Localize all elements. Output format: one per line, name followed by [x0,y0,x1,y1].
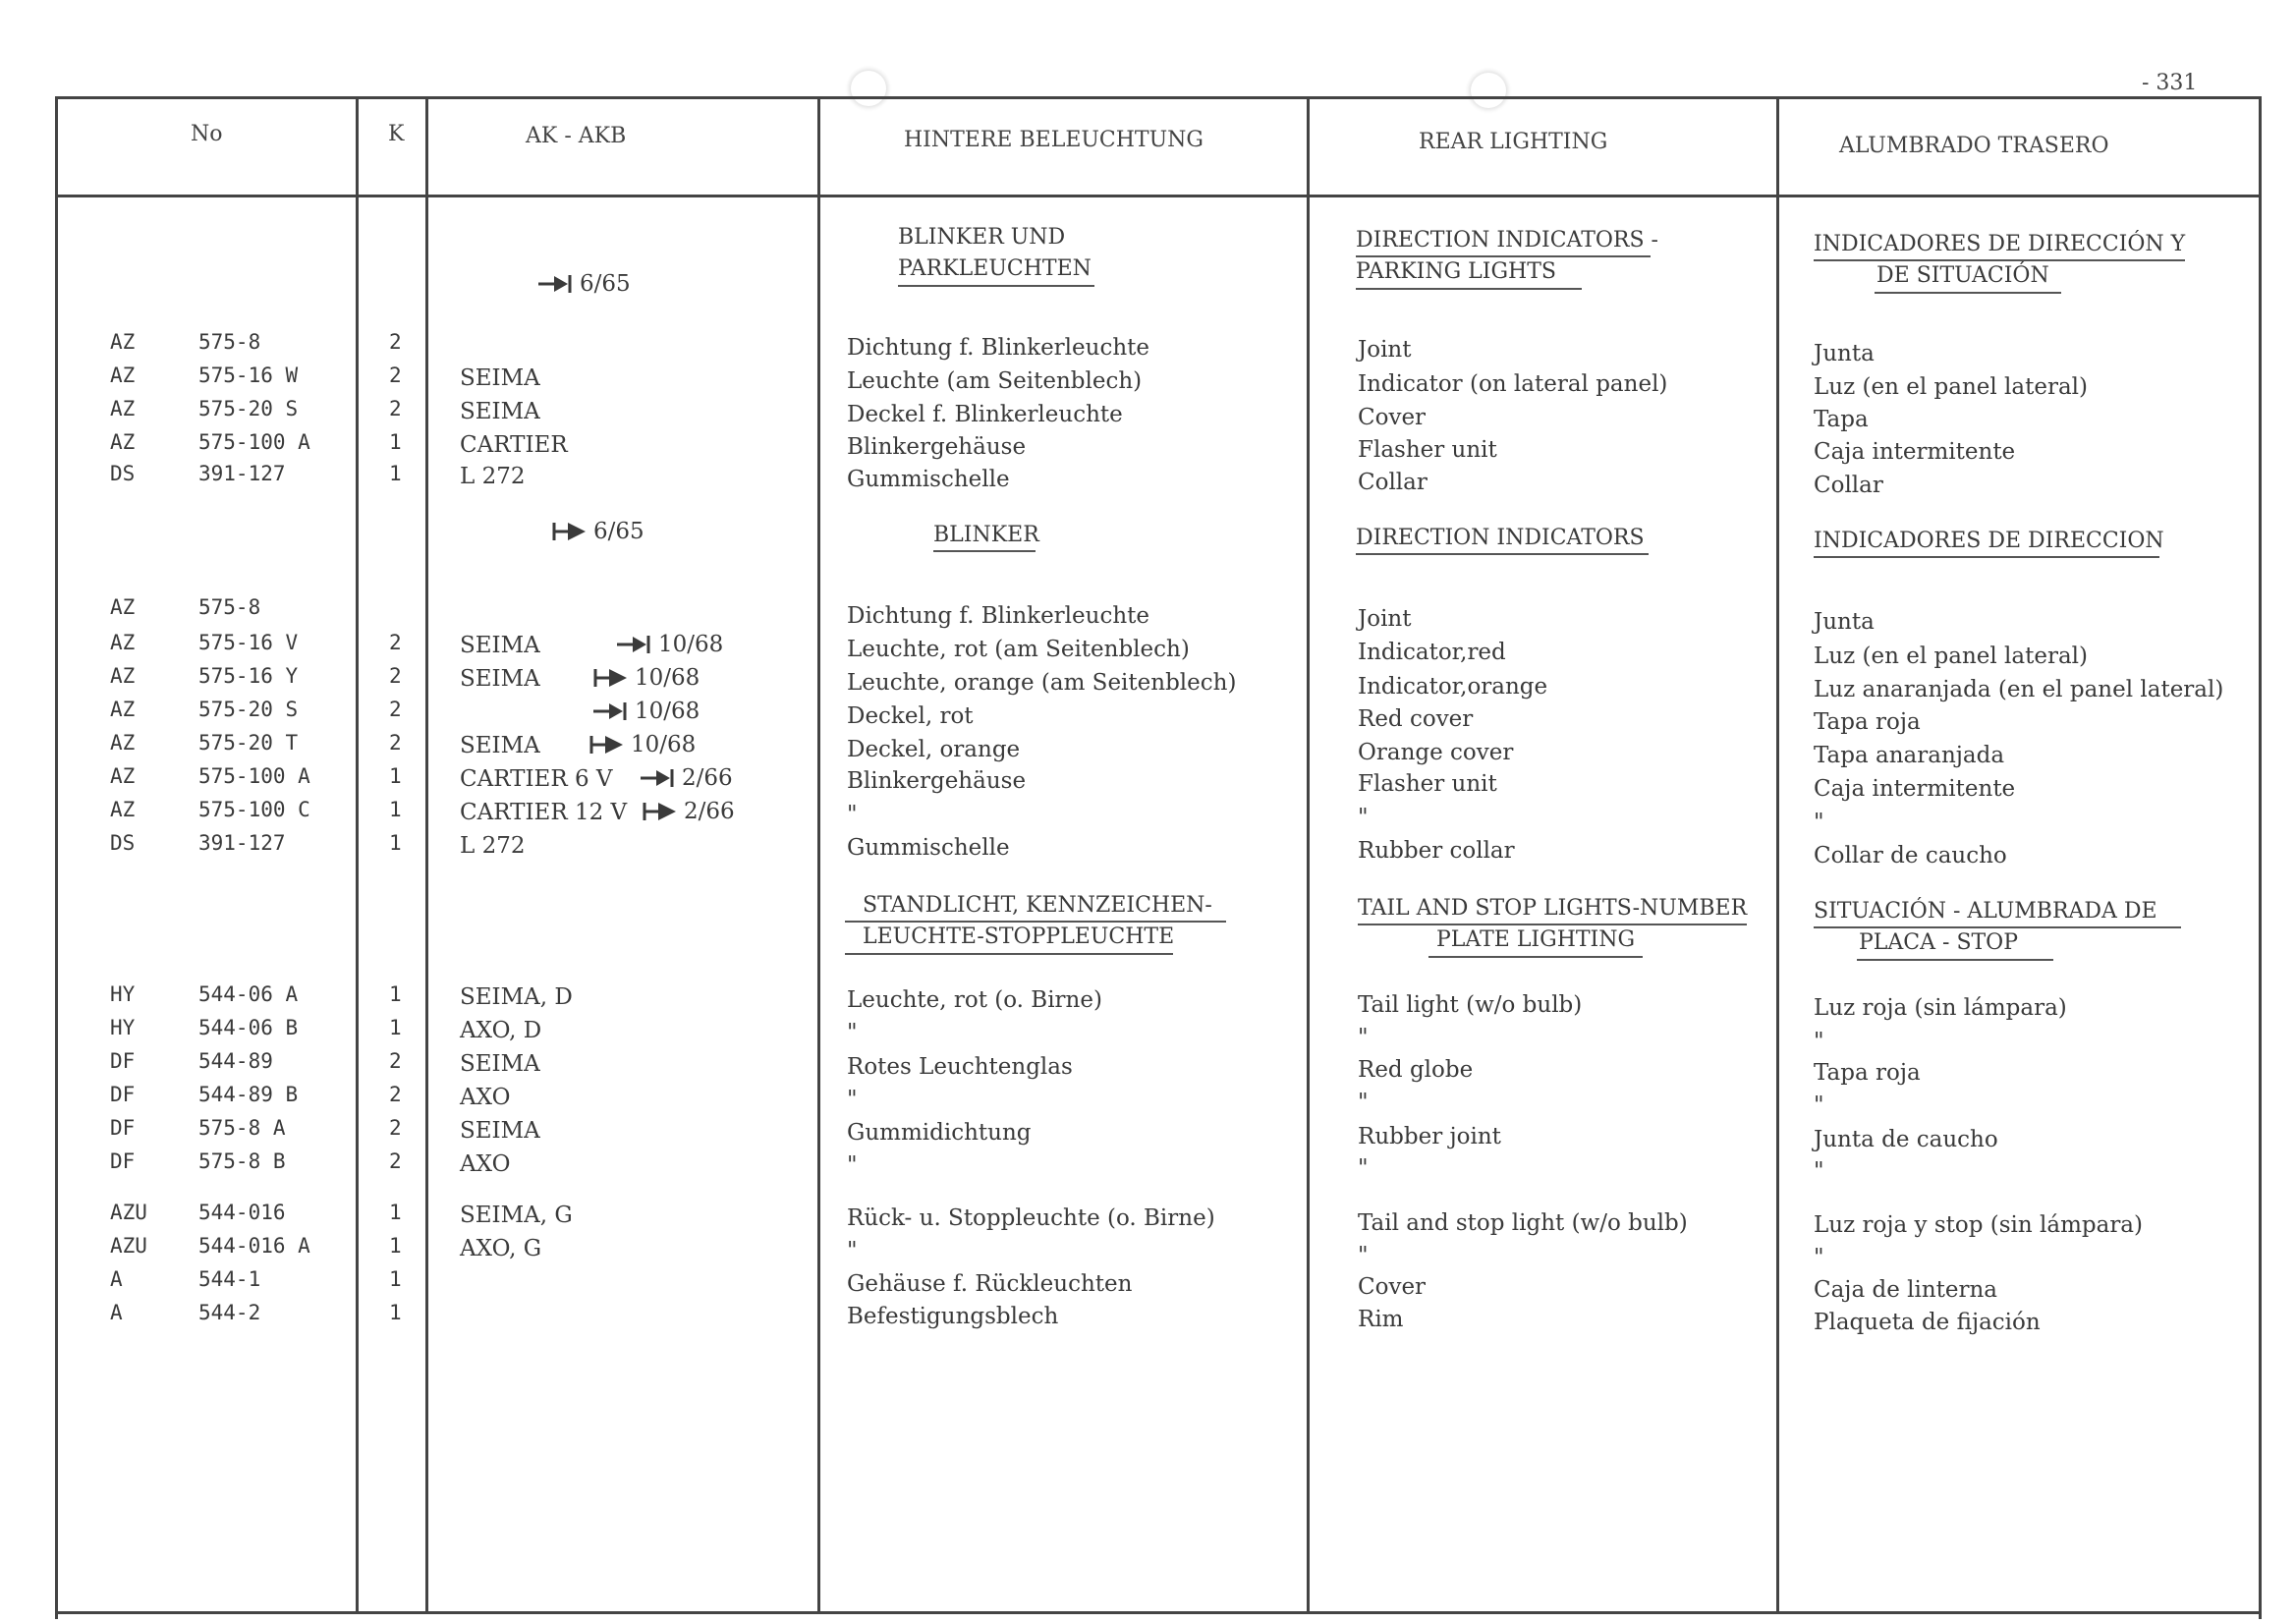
part-number: 544-89 B [198,1083,299,1106]
description-de: Blinkergehäuse [847,768,1027,794]
section-heading-en: DIRECTION INDICATORS [1356,523,1645,554]
description-es: Caja intermitente [1814,776,2016,802]
part-prefix: AZ [110,798,136,821]
part-number: 544-016 A [198,1234,310,1258]
part-prefix: AZ [110,364,136,387]
section-heading-de: STANDLICHT, KENNZEICHEN- LEUCHTE-STOPPLEUCHTE [863,890,1212,953]
supplier-ak: AXO [460,1151,511,1177]
header-no: No [191,122,223,146]
description-es: " [1814,810,1824,835]
description-de: Deckel, orange [847,737,1021,762]
part-number: 575-100 C [198,798,310,821]
description-de: " [847,1020,858,1045]
description-es: Junta de caucho [1814,1127,1998,1152]
header-ak: AK - AKB [526,124,627,148]
part-prefix: AZ [110,664,136,688]
supplier-ak: SEIMA, D [460,984,573,1010]
description-de: Gummischelle [847,467,1010,492]
part-prefix: AZ [110,430,136,454]
part-prefix: DS [110,462,136,485]
quantity-k: 1 [389,982,402,1006]
part-prefix: A [110,1267,123,1291]
supplier-ak: L 272 [460,833,526,859]
part-number: 575-16 Y [198,664,299,688]
quantity-k: 1 [389,1234,402,1258]
arrow-bar-right-icon [641,767,676,789]
supplier-ak: SEIMA [460,666,540,692]
date-marker: 10/68 [617,632,723,657]
description-en: Cover [1358,1274,1427,1300]
section-date-marker: 6/65 [552,519,644,544]
supplier-ak: CARTIER 12 V [460,800,628,825]
description-es: Caja de linterna [1814,1277,1998,1303]
description-de: Dichtung f. Blinkerleuchte [847,335,1150,361]
description-de: " [847,1152,858,1178]
header-k: K [388,122,405,146]
quantity-k: 2 [389,1049,402,1073]
header-de: HINTERE BELEUCHTUNG [904,128,1204,152]
header-divider [55,195,2259,197]
description-en: Rim [1358,1307,1404,1332]
part-number: 544-2 [198,1301,261,1324]
supplier-ak: CARTIER 6 V [460,766,613,792]
description-de: Deckel f. Blinkerleuchte [847,402,1123,427]
arrow-from-bar-right-icon [552,521,588,542]
arrow-from-bar-right-icon [589,734,625,756]
description-es: Luz (en el panel lateral) [1814,644,2088,669]
description-en: Joint [1358,606,1412,632]
description-en: Orange cover [1358,740,1514,765]
supplier-ak: L 272 [460,464,526,489]
section-heading-es: INDICADORES DE DIRECCION [1814,526,2164,557]
header-en: REAR LIGHTING [1419,130,1608,154]
quantity-k: 1 [389,430,402,454]
quantity-k: 1 [389,1201,402,1224]
date-marker: 2/66 [643,799,735,824]
description-es: Caja intermitente [1814,439,2016,465]
part-number: 575-100 A [198,764,310,788]
part-number: 391-127 [198,462,286,485]
supplier-ak: SEIMA, G [460,1203,573,1228]
section-date-marker: 6/65 [538,271,631,297]
description-es: Luz roja y stop (sin lámpara) [1814,1212,2143,1238]
description-en: " [1358,1090,1369,1115]
quantity-k: 2 [389,631,402,654]
description-de: Deckel, rot [847,703,974,729]
description-en: Collar [1358,470,1428,495]
description-en: " [1358,1243,1369,1268]
description-en: Red globe [1358,1057,1474,1083]
description-en: Flasher unit [1358,437,1497,463]
description-de: Rück- u. Stoppleuchte (o. Birne) [847,1205,1215,1231]
description-de: " [847,802,858,827]
part-prefix: AZ [110,397,136,420]
part-number: 544-06 A [198,982,299,1006]
quantity-k: 2 [389,698,402,721]
section-heading-es: INDICADORES DE DIRECCIÓN Y DE SITUACIÓN [1814,229,2185,292]
part-number: 544-1 [198,1267,261,1291]
description-de: Rotes Leuchtenglas [847,1054,1073,1080]
description-en: Red cover [1358,706,1474,732]
quantity-k: 2 [389,664,402,688]
description-es: Luz anaranjada (en el panel lateral) [1814,677,2224,702]
description-de: Leuchte, orange (am Seitenblech) [847,670,1237,696]
part-prefix: AZ [110,330,136,354]
part-prefix: AZ [110,631,136,654]
description-en: Cover [1358,405,1427,430]
description-en: Indicator,red [1358,640,1506,665]
description-en: " [1358,1155,1369,1181]
quantity-k: 1 [389,1016,402,1039]
part-number: 575-8 [198,330,261,354]
description-en: " [1358,805,1369,830]
section-heading-de: BLINKER UND PARKLEUCHTEN [898,222,1092,285]
description-es: Luz (en el panel lateral) [1814,374,2088,400]
quantity-k: 2 [389,330,402,354]
description-de: Gummischelle [847,835,1010,861]
description-es: Plaqueta de fijación [1814,1310,2041,1335]
description-de: Dichtung f. Blinkerleuchte [847,603,1150,629]
supplier-ak: SEIMA [460,733,540,758]
part-number: 575-8 A [198,1116,286,1140]
part-prefix: DS [110,831,136,855]
description-de: Gehäuse f. Rückleuchten [847,1271,1133,1297]
arrow-bar-right-icon [617,634,652,655]
description-de: " [847,1087,858,1112]
description-de: " [847,1238,858,1263]
quantity-k: 1 [389,831,402,855]
description-en: Rubber collar [1358,838,1515,864]
section-heading-en: DIRECTION INDICATORS - PARKING LIGHTS [1356,225,1658,288]
description-en: Tail light (w/o bulb) [1358,992,1583,1018]
quantity-k: 1 [389,462,402,485]
supplier-ak: SEIMA [460,633,540,658]
part-number: 544-06 B [198,1016,299,1039]
column-divider-no [356,96,359,1614]
quantity-k: 2 [389,731,402,755]
description-es: Tapa roja [1814,709,1921,735]
quantity-k: 2 [389,1149,402,1173]
description-es: Junta [1814,341,1875,366]
part-number: 544-016 [198,1201,286,1224]
description-es: " [1814,1158,1824,1184]
part-number: 575-100 A [198,430,310,454]
description-de: Leuchte, rot (o. Birne) [847,987,1102,1013]
column-divider-en [1776,96,1779,1614]
part-prefix: HY [110,982,136,1006]
section-heading-en: TAIL AND STOP LIGHTS-NUMBER PLATE LIGHTING [1358,893,1747,956]
part-prefix: DF [110,1116,136,1140]
quantity-k: 1 [389,764,402,788]
date-marker: 10/68 [589,732,696,757]
part-prefix: HY [110,1016,136,1039]
description-de: Befestigungsblech [847,1304,1059,1329]
part-number: 575-20 S [198,397,299,420]
description-es: " [1814,1245,1824,1270]
description-en: Joint [1358,337,1412,363]
part-number: 575-8 [198,595,261,619]
part-number: 575-16 V [198,631,299,654]
part-prefix: AZ [110,764,136,788]
arrow-bar-right-icon [538,273,574,295]
description-es: Junta [1814,609,1875,635]
arrow-from-bar-right-icon [593,667,629,689]
arrow-from-bar-right-icon [643,801,678,822]
description-de: Leuchte, rot (am Seitenblech) [847,637,1190,662]
column-divider-k [425,96,428,1614]
table-bottom-border [55,1611,2259,1614]
part-prefix: AZ [110,698,136,721]
supplier-ak: SEIMA [460,399,540,424]
supplier-ak: SEIMA [460,365,540,391]
part-number: 544-89 [198,1049,273,1073]
column-divider-de [1307,96,1310,1614]
date-marker: 10/68 [593,665,700,691]
column-divider-ak [817,96,820,1614]
description-de: Blinkergehäuse [847,434,1027,460]
description-es: Tapa anaranjada [1814,743,2005,768]
description-en: Tail and stop light (w/o bulb) [1358,1210,1688,1236]
quantity-k: 2 [389,364,402,387]
part-prefix: AZ [110,731,136,755]
header-es: ALUMBRADO TRASERO [1839,134,2109,158]
part-number: 575-8 B [198,1149,286,1173]
description-en: Indicator (on lateral panel) [1358,371,1668,397]
part-prefix: DF [110,1083,136,1106]
part-prefix: DF [110,1049,136,1073]
description-es: Collar de caucho [1814,843,2007,868]
supplier-ak: AXO, D [460,1018,542,1043]
part-prefix: AZU [110,1234,147,1258]
date-marker: 2/66 [641,765,733,791]
part-prefix: AZ [110,595,136,619]
supplier-ak: SEIMA [460,1118,540,1144]
section-heading-es: SITUACIÓN - ALUMBRADA DE PLACA - STOP [1814,896,2157,959]
description-es: " [1814,1092,1824,1118]
description-es: Luz roja (sin lámpara) [1814,995,2067,1021]
quantity-k: 2 [389,397,402,420]
quantity-k: 1 [389,798,402,821]
part-number: 391-127 [198,831,286,855]
part-number: 575-20 T [198,731,299,755]
description-es: Tapa [1814,407,1869,432]
supplier-ak: SEIMA [460,1051,540,1077]
description-en: Indicator,orange [1358,674,1548,700]
supplier-ak: AXO, G [460,1236,542,1261]
section-heading-de: BLINKER [933,520,1039,551]
description-de: Leuchte (am Seitenblech) [847,368,1143,394]
arrow-bar-right-icon [593,700,629,722]
supplier-ak: AXO [460,1085,511,1110]
supplier-ak: CARTIER [460,432,568,458]
description-en: Flasher unit [1358,771,1497,797]
date-marker: 10/68 [593,699,700,724]
part-number: 575-20 S [198,698,299,721]
part-number: 575-16 W [198,364,299,387]
description-es: Collar [1814,473,1883,498]
quantity-k: 2 [389,1116,402,1140]
description-en: Rubber joint [1358,1124,1501,1149]
description-en: " [1358,1025,1369,1050]
part-prefix: A [110,1301,123,1324]
page-number: - 331 [2142,71,2198,95]
part-prefix: AZU [110,1201,147,1224]
description-de: Gummidichtung [847,1120,1032,1146]
quantity-k: 1 [389,1267,402,1291]
description-es: Tapa roja [1814,1060,1921,1086]
description-es: " [1814,1029,1824,1054]
quantity-k: 1 [389,1301,402,1324]
quantity-k: 2 [389,1083,402,1106]
part-prefix: DF [110,1149,136,1173]
